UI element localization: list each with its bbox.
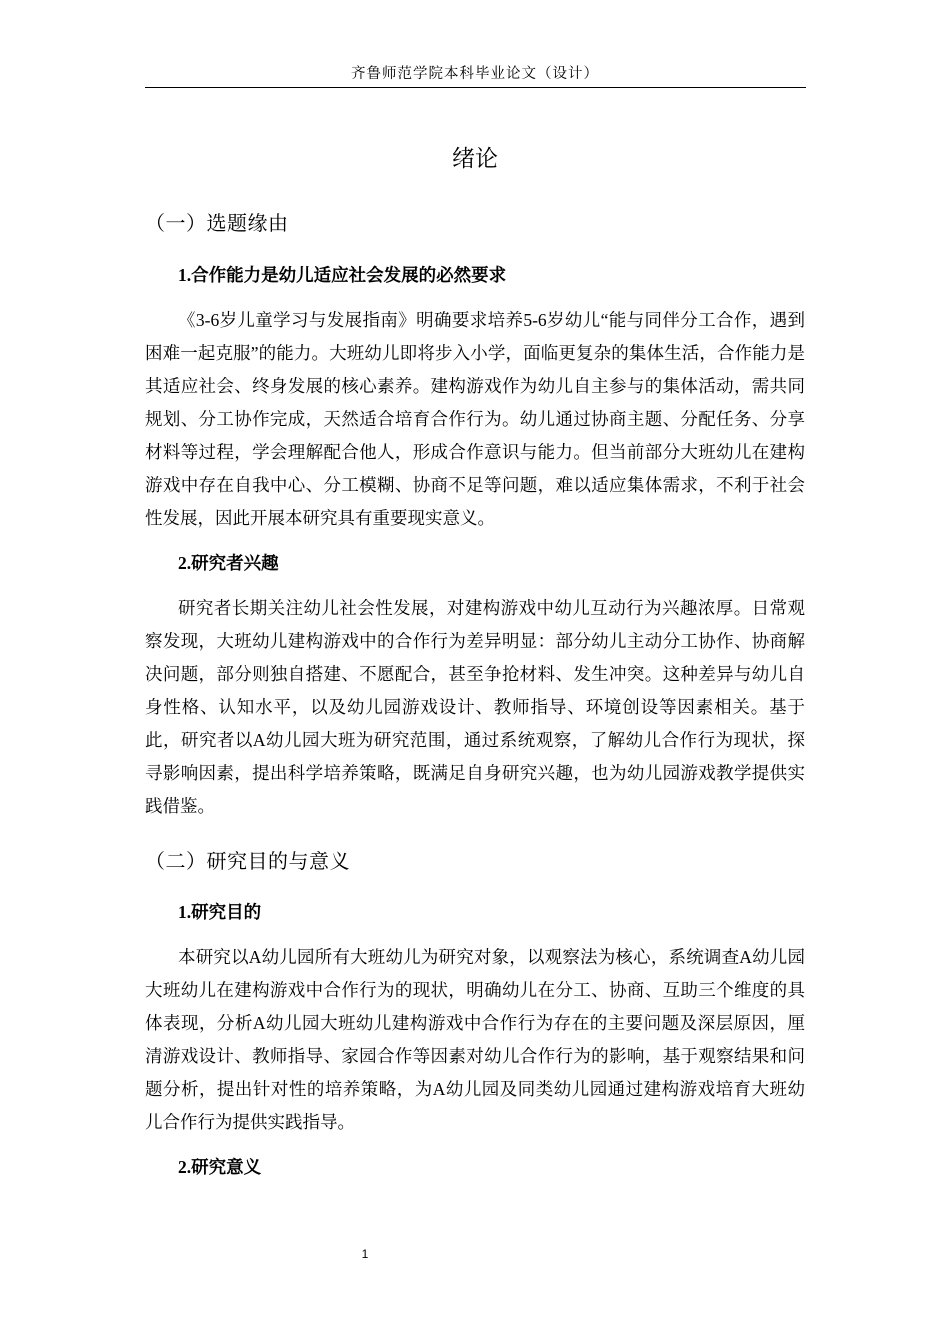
paragraph-cooperation-requirement: 《3-6岁儿童学习与发展指南》明确要求培养5-6岁幼儿“能与同伴分工合作，遇到困难一起克服”的能力。大班幼儿即将步入小学，面临更复杂的集体生活，合作能力是其适应社会、终身发展的核心素养。建构游戏作为幼儿自主参与的集体活动，需共同规划、分工协作完成，天然适合培育合作行为。幼儿通过协商主题、分配任务、分享材料等过程，学会理解配合他人，形成合作意识与能力。但当前部分大班幼儿在建构游戏中存在自我中心、分工模糊、协商不足等问题，难以适应集体需求，不利于社会性发展，因此开展本研究具有重要现实意义。 <box>145 310 805 528</box>
subsection-heading-researcher-interest: 2.研究者兴趣 <box>178 553 279 573</box>
running-header: 齐鲁师范学院本科毕业论文（设计） <box>351 66 599 82</box>
page-content <box>145 136 805 1184</box>
section-heading-reasons: （一）选题缘由 <box>145 211 289 235</box>
section-heading-purpose-significance: （二）研究目的与意义 <box>145 849 350 873</box>
page-number: 1 <box>361 1247 369 1261</box>
paragraph-research-purpose: 本研究以A幼儿园所有大班幼儿为研究对象，以观察法为核心，系统调查A幼儿园大班幼儿在建构游戏中合作行为的现状，明确幼儿在分工、协商、互助三个维度的具体表现，分析A幼儿园大班幼儿建构游戏中合作行为存在的主要问题及深层原因，厘清游戏设计、教师指导、家园合作等因素对幼儿合作行为的影响，基于观察结果和问题分析，提出针对性的培养策略，为A幼儿园及同类幼儿园通过建构游戏培育大班幼儿合作行为提供实践指导。 <box>145 947 805 1132</box>
subsection-heading-cooperation-requirement: 1.合作能力是幼儿适应社会发展的必然要求 <box>178 265 507 285</box>
header-rule <box>145 87 806 88</box>
chapter-title: 绪论 <box>452 146 498 172</box>
paragraph-researcher-interest: 研究者长期关注幼儿社会性发展，对建构游戏中幼儿互动行为兴趣浓厚。日常观察发现，大班幼儿建构游戏中的合作行为差异明显：部分幼儿主动分工协作、协商解决问题，部分则独自搭建、不愿配合，甚至争抢材料、发生冲突。这种差异与幼儿自身性格、认知水平，以及幼儿园游戏设计、教师指导、环境创设等因素相关。基于此，研究者以A幼儿园大班为研究范围，通过系统观察，了解幼儿合作行为现状，探寻影响因素，提出科学培养策略，既满足自身研究兴趣，也为幼儿园游戏教学提供实践借鉴。 <box>145 598 805 816</box>
subsection-heading-research-purpose: 1.研究目的 <box>178 902 262 922</box>
subsection-heading-research-significance: 2.研究意义 <box>178 1157 262 1177</box>
